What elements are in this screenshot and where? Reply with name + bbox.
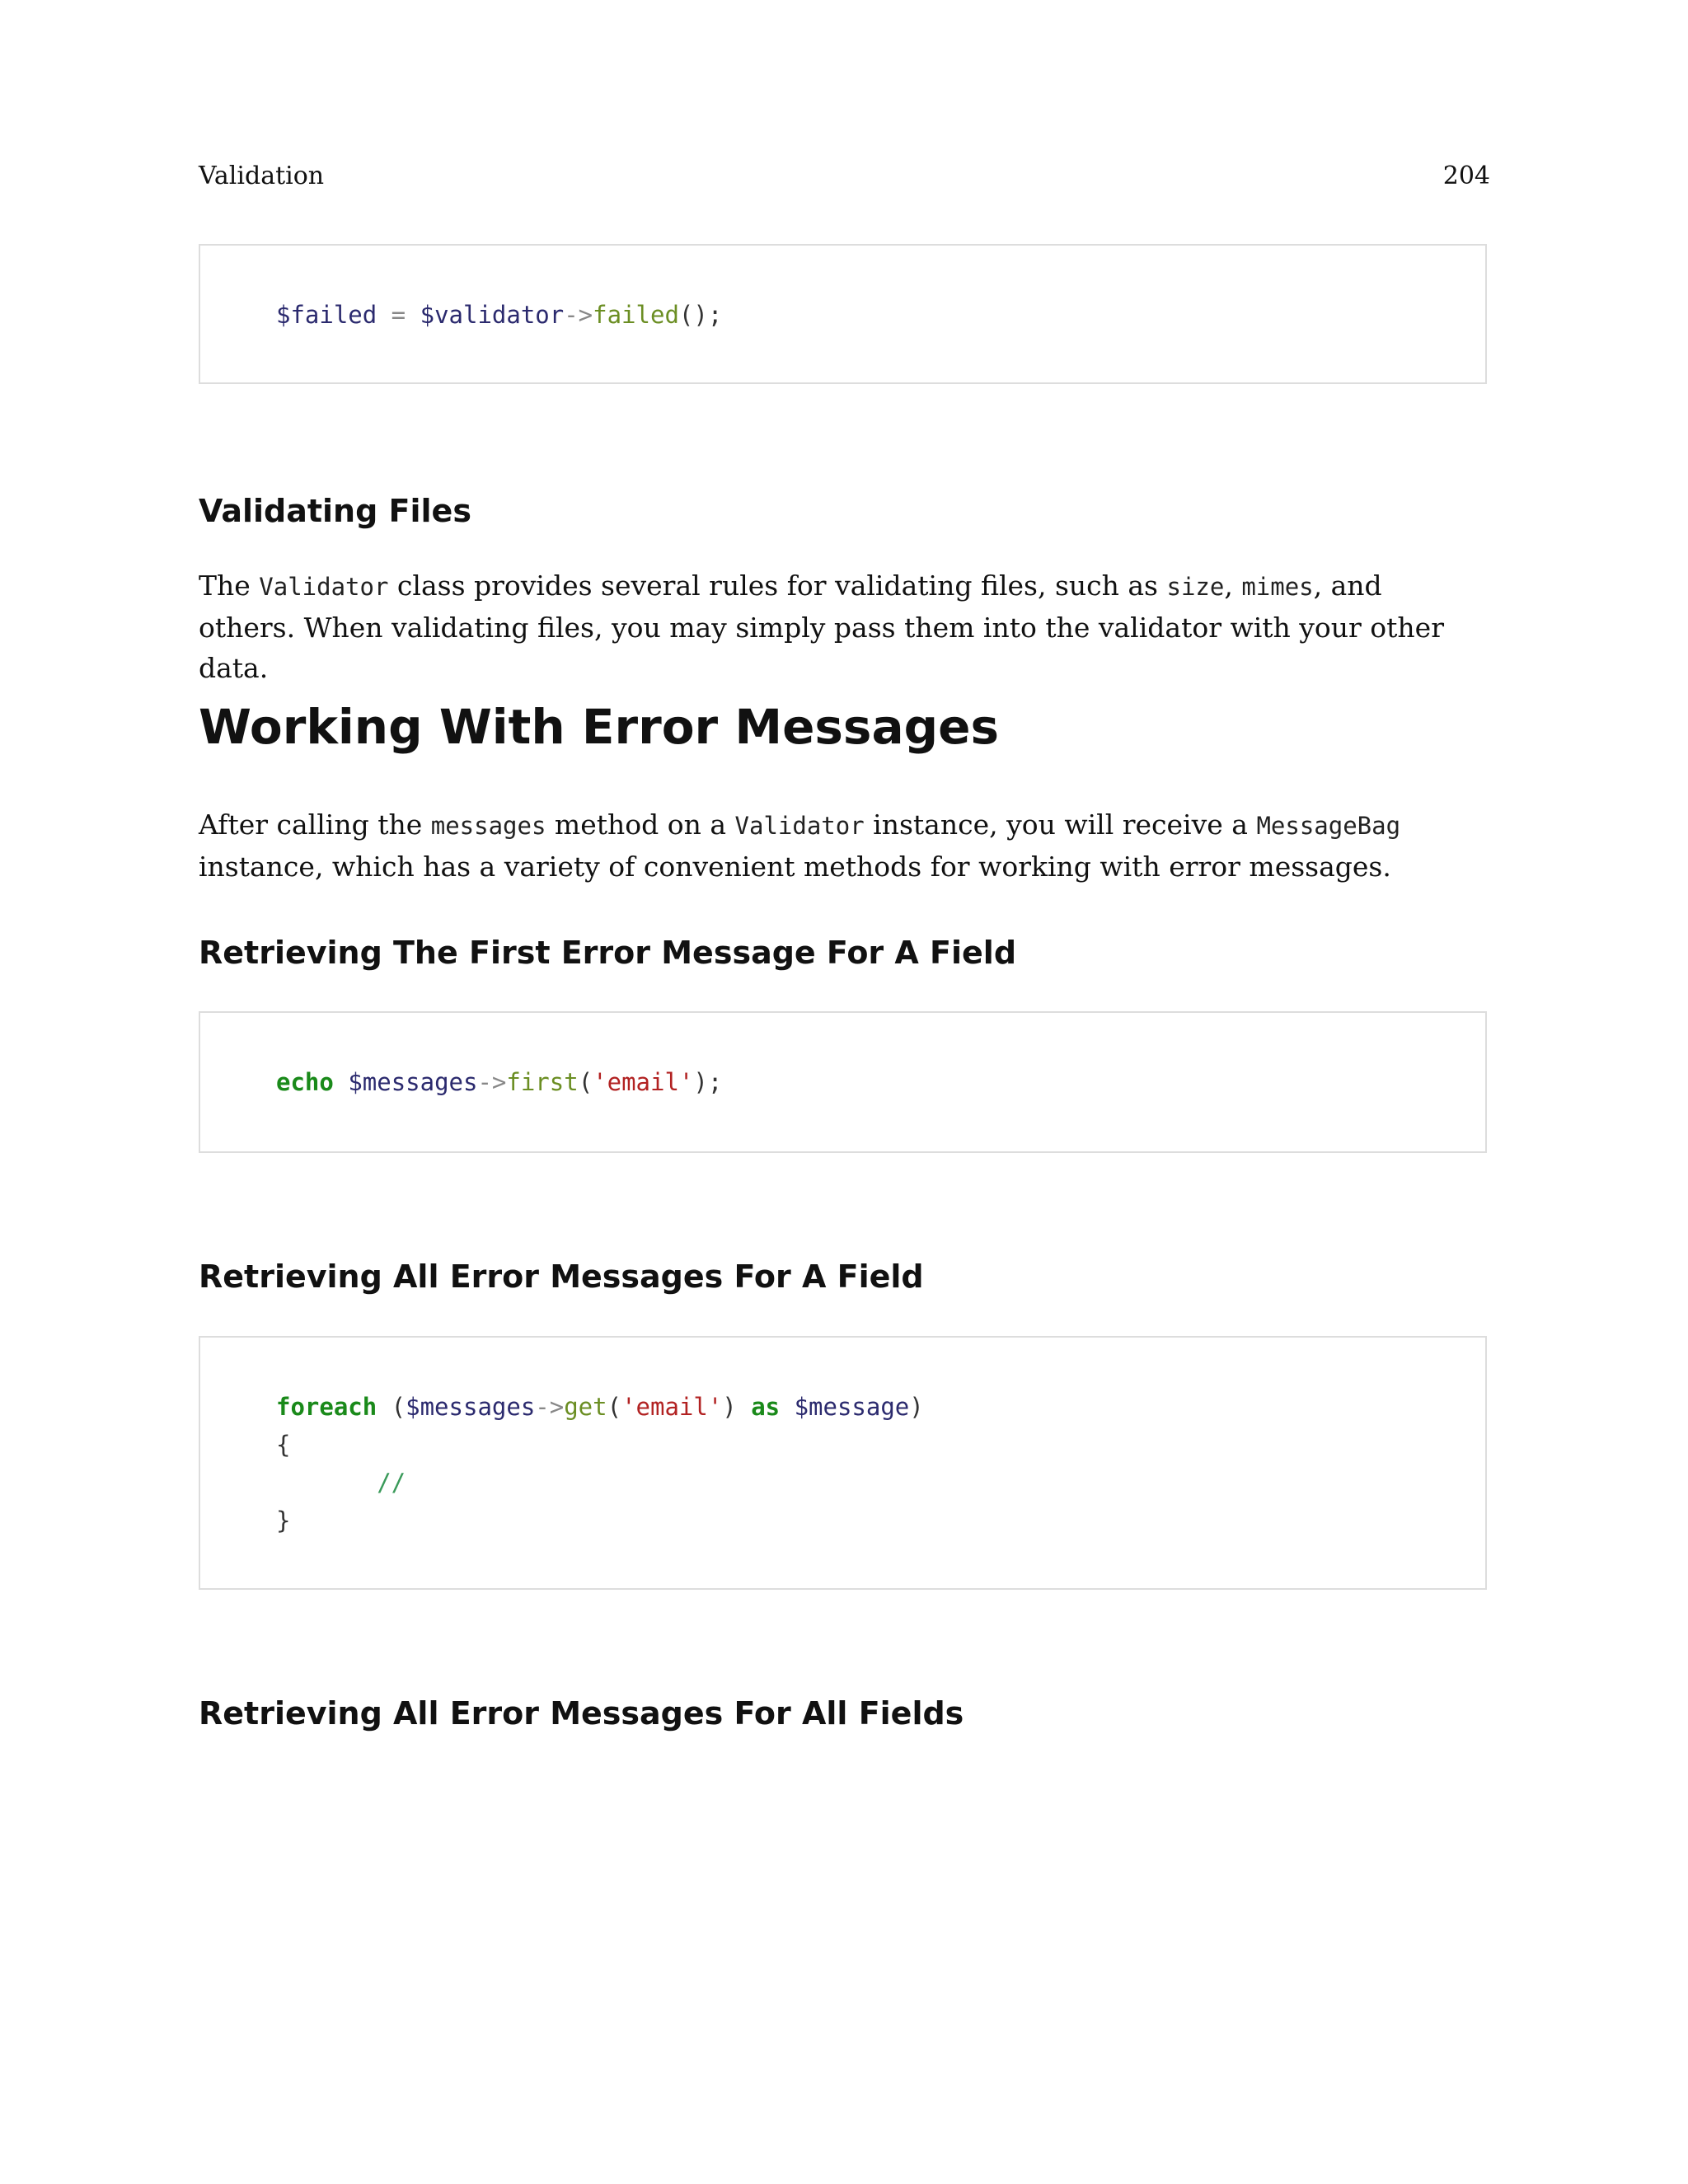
code-indent <box>276 1469 377 1497</box>
inline-code: Validator <box>734 812 865 840</box>
code-punctuation: ) <box>909 1393 924 1421</box>
code-keyword: echo <box>276 1068 334 1096</box>
inline-code: mimes <box>1241 573 1314 601</box>
code-string: 'email' <box>593 1068 694 1096</box>
text: instance, you will receive a <box>864 808 1257 841</box>
code-operator: = <box>377 301 420 329</box>
text: instance, which has a variety of convenient methods for working with error messages. <box>199 851 1391 883</box>
text: , and others. When validating files, you may simply pass them into the validator with your other data. <box>199 569 1444 684</box>
code-variable: $validator <box>420 301 565 329</box>
text: The <box>199 569 260 602</box>
code-variable: $message <box>794 1393 910 1421</box>
code-variable: $messages <box>406 1393 536 1421</box>
code-keyword: foreach <box>276 1393 377 1421</box>
code-block-first <box>199 1011 1487 1153</box>
page-number: 204 <box>1442 162 1490 190</box>
code-lines <box>276 1388 924 1540</box>
inline-code: MessageBag <box>1256 812 1401 840</box>
paragraph-validating-files <box>199 565 1487 688</box>
code-variable: $messages <box>348 1068 478 1096</box>
section-title: Validation <box>199 162 325 190</box>
code-block-failed <box>199 244 1487 384</box>
code-arrow: -> <box>535 1393 565 1421</box>
heading-validating-files: Validating Files <box>199 493 471 529</box>
code-comment: // <box>377 1469 406 1497</box>
heading-all-messages-all-fields: Retrieving All Error Messages For All Fields <box>199 1695 964 1732</box>
document-page <box>199 0 1490 2184</box>
inline-code: messages <box>430 812 546 840</box>
code-space <box>780 1393 794 1421</box>
code-punctuation: ( <box>578 1068 593 1096</box>
inline-code: Validator <box>259 573 389 601</box>
text: class provides several rules for validating files, such as <box>388 569 1167 602</box>
code-line <box>276 1063 722 1101</box>
code-punctuation: ( <box>377 1393 406 1421</box>
heading-first-error-message: Retrieving The First Error Message For A Field <box>199 935 1017 971</box>
code-block-foreach <box>199 1336 1487 1590</box>
text: method on a <box>546 808 735 841</box>
code-method: first <box>506 1068 579 1096</box>
text: , <box>1224 569 1242 602</box>
code-string: 'email' <box>621 1393 723 1421</box>
text: After calling the <box>199 808 431 841</box>
code-punctuation: ) <box>722 1393 752 1421</box>
code-line <box>276 296 722 334</box>
code-variable: $failed <box>276 301 377 329</box>
code-punctuation: ); <box>693 1068 723 1096</box>
heading-all-messages-for-field: Retrieving All Error Messages For A Field <box>199 1258 924 1295</box>
code-brace: } <box>276 1507 291 1535</box>
heading-working-with-error-messages: Working With Error Messages <box>199 699 999 755</box>
running-header <box>199 162 1490 194</box>
code-arrow: -> <box>477 1068 507 1096</box>
code-punctuation: ( <box>607 1393 622 1421</box>
code-arrow: -> <box>564 301 593 329</box>
code-method: failed <box>593 301 679 329</box>
code-punctuation: (); <box>678 301 723 329</box>
paragraph-error-messages <box>199 804 1487 887</box>
inline-code: size <box>1166 573 1225 601</box>
code-brace: { <box>276 1431 291 1459</box>
code-method: get <box>564 1393 607 1421</box>
code-space <box>334 1068 348 1096</box>
code-keyword: as <box>751 1393 781 1421</box>
